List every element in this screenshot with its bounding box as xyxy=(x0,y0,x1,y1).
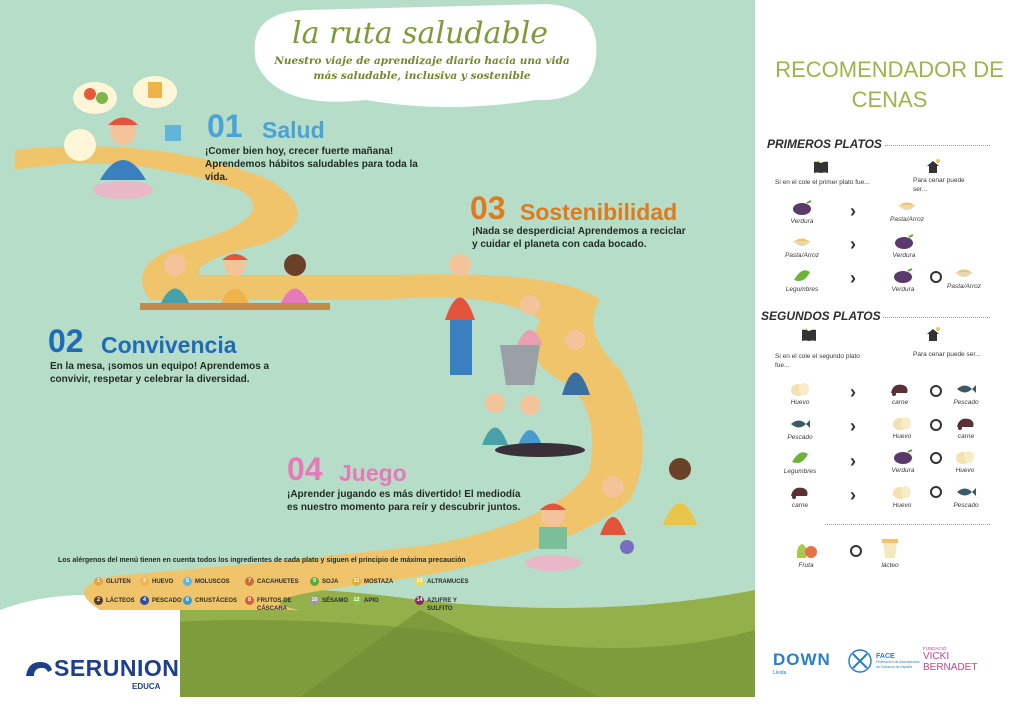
segundos-heading: SEGUNDOS PLATOS xyxy=(761,309,881,323)
segundos-row1-home-a xyxy=(875,381,925,406)
section-04-text: ¡Aprender jugando es más divertido! El mediodía es nuestro momento para reír y descubrir juntos. xyxy=(287,489,521,513)
postre-lacteo xyxy=(865,536,915,569)
allergen-label: HUEVO xyxy=(152,579,174,585)
segundos-row3-home-b xyxy=(940,449,990,474)
allergen-dot: 10 xyxy=(311,597,318,603)
food-label: carne xyxy=(791,502,809,509)
food-label: Pescado xyxy=(787,434,813,441)
recommender-title-line1: RECOMENDADOR DE xyxy=(775,57,1004,82)
primeros-school-hint: Si en el cole el primer plato fue... xyxy=(775,179,870,186)
food-label: Huevo xyxy=(892,433,912,440)
school-book-icon xyxy=(813,160,829,174)
arrow-right-icon: › xyxy=(850,234,856,254)
allergen-label: CACAHUETES xyxy=(257,579,299,585)
primeros-home-hint: Para cenar puede ser... xyxy=(913,177,965,193)
primeros-row2-school xyxy=(777,234,827,259)
poster-subtitle: Nuestro viaje de aprendizaje diario hacia una vida más saludable, inclusiva y sostenible xyxy=(274,55,570,82)
food-label: Verdura xyxy=(891,286,915,293)
allergen-label: SOJA xyxy=(322,579,339,585)
allergen-dot: 1 xyxy=(94,577,103,586)
segundos-divider xyxy=(883,317,990,318)
food-label: Pasta/Arroz xyxy=(890,216,924,223)
section-03-text: ¡Nada se desperdicia! Aprendemos a reciclar y cuidar el planeta con cada bocado. xyxy=(472,226,686,250)
allergen-label: FRUTOS DE CÁSCARA xyxy=(257,598,292,612)
eggplant-icon xyxy=(893,268,913,284)
section-02-number: 02 xyxy=(48,323,84,359)
allergen-cacahuetes xyxy=(245,577,299,586)
allergen-label: SÉSAMO xyxy=(322,598,349,604)
primeros-divider xyxy=(885,145,990,146)
allergen-label: MOSTAZA xyxy=(364,579,394,585)
section-03-name: Sostenibilidad xyxy=(520,199,678,225)
allergen-azufre-y-sulfito xyxy=(415,596,467,613)
eggplant-icon xyxy=(893,449,913,465)
food-label: Pescado xyxy=(953,399,979,406)
allergen-dot: 12 xyxy=(353,597,360,603)
allergen-frutos-de-cascara xyxy=(245,596,297,613)
allergen-dot: 2 xyxy=(94,596,103,605)
segundos-row4-school xyxy=(775,484,825,509)
segundos-row2-home-a xyxy=(877,415,927,440)
food-label: Pescado xyxy=(953,502,979,509)
vicki-brand: VICKI BERNADET xyxy=(923,651,978,673)
section-03-number: 03 xyxy=(470,190,506,226)
home-moon-icon xyxy=(925,158,941,174)
egg-icon xyxy=(892,415,912,431)
postre-fruta xyxy=(781,540,831,569)
face-sub: Federación de Asociaciones de Celíacos de España xyxy=(876,660,920,669)
fish-icon xyxy=(955,484,977,500)
allergen-dot: 4 xyxy=(140,596,149,605)
food-label: Verdura xyxy=(790,218,814,225)
segundos-row3-home-a xyxy=(878,449,928,474)
pasta-bowl-icon xyxy=(954,265,974,281)
arrow-right-icon: › xyxy=(850,201,856,221)
arrow-right-icon: › xyxy=(850,416,856,436)
primeros-row2-home xyxy=(879,234,929,259)
segundos-row1-school xyxy=(775,381,825,406)
allergen-dot: 3 xyxy=(140,577,149,586)
meat-icon xyxy=(789,484,811,500)
allergen-dot: 7 xyxy=(245,577,254,586)
food-label: Pasta/Arroz xyxy=(947,283,981,290)
primeros-row1-school xyxy=(777,200,827,225)
allergen-apio xyxy=(352,596,379,605)
food-label: Huevo xyxy=(892,502,912,509)
allergen-dot: 6 xyxy=(183,596,192,605)
primeros-row3-home-a xyxy=(878,268,928,293)
arrow-right-icon: › xyxy=(850,451,856,471)
allergen-pescado xyxy=(140,596,182,605)
lion-icon xyxy=(24,658,54,680)
peas-icon xyxy=(792,268,812,284)
down-logo xyxy=(773,650,831,676)
fish-icon xyxy=(955,381,977,397)
egg-icon xyxy=(790,381,810,397)
allergen-lacteos xyxy=(94,596,135,605)
or-ring-icon xyxy=(850,545,862,557)
primeros-row3-home-b xyxy=(939,265,989,290)
down-sub: Lleida xyxy=(773,670,787,676)
serunion-brand: SERUNION xyxy=(54,655,180,681)
arrow-right-icon: › xyxy=(850,382,856,402)
allergen-dot: 8 xyxy=(245,596,254,605)
face-brand: FACE xyxy=(876,653,895,660)
allergen-crustaceos xyxy=(183,596,237,605)
allergen-sesamo xyxy=(310,596,348,605)
allergen-gluten xyxy=(94,577,131,586)
section-04-name: Juego xyxy=(339,460,407,486)
arrow-right-icon: › xyxy=(850,485,856,505)
school-book-icon xyxy=(801,328,817,342)
serunion-logo xyxy=(24,655,180,691)
allergen-label: LÁCTEOS xyxy=(106,598,135,604)
poster-title: la ruta saludable xyxy=(292,16,548,51)
salud-illustration xyxy=(60,70,200,210)
allergen-note: Los alérgenos del menú tienen en cuenta todos los ingredientes de cada plato y siguen el principio de máxima precaución xyxy=(58,557,466,564)
face-logo xyxy=(847,648,920,674)
vicki-pre: FUNDACIÓ xyxy=(923,646,947,651)
section-02-text: En la mesa, ¡somos un equipo! Aprendemos a convivir, respetar y celebrar la diversidad. xyxy=(50,361,270,385)
home-moon-icon xyxy=(925,326,941,342)
food-label: Legumbres xyxy=(783,468,817,475)
juego-illustration xyxy=(525,455,710,580)
allergen-huevo xyxy=(140,577,173,586)
segundos-row2-home-b xyxy=(941,415,991,440)
face-emblem-icon xyxy=(847,648,873,674)
segundos-row4-home-a xyxy=(877,484,927,509)
recommender-title xyxy=(755,55,1024,115)
eggplant-icon xyxy=(792,200,812,216)
primeros-row3-school xyxy=(777,268,827,293)
sostenibilidad-illustration xyxy=(430,245,640,460)
food-label: Fruta xyxy=(798,562,814,569)
food-label: Pasta/Arroz xyxy=(785,252,819,259)
primeros-row1-home xyxy=(882,198,932,223)
eggplant-icon xyxy=(894,234,914,250)
serunion-educa: EDUCA xyxy=(132,682,161,691)
fruit-icon xyxy=(794,540,818,560)
meat-icon xyxy=(955,415,977,431)
convivencia-illustration xyxy=(140,250,330,315)
allergen-dot: 13 xyxy=(416,578,423,584)
section-04-number: 04 xyxy=(287,451,323,487)
section-01-text: ¡Comer bien hoy, crecer fuerte mañana! Aprendemos hábitos saludables para toda la vida. xyxy=(205,146,418,183)
allergen-label: APIO xyxy=(364,598,379,604)
food-label: carne xyxy=(957,433,975,440)
allergen-label: PESCADO xyxy=(152,598,182,604)
arrow-right-icon: › xyxy=(850,268,856,288)
food-label: Verdura xyxy=(892,252,916,259)
food-label: lácteo xyxy=(881,562,899,569)
food-label: carne xyxy=(891,399,909,406)
yogurt-icon xyxy=(879,536,901,560)
egg-icon xyxy=(955,449,975,465)
fish-icon xyxy=(789,416,811,432)
allergen-dot: 9 xyxy=(310,577,319,586)
section-01-name: Salud xyxy=(262,117,325,143)
allergen-dot: 11 xyxy=(353,578,360,584)
allergen-altramuces xyxy=(415,577,469,586)
food-label: Legumbres xyxy=(785,286,819,293)
food-label: Huevo xyxy=(955,467,975,474)
section-01-number: 01 xyxy=(207,108,243,144)
segundos-row2-school xyxy=(775,416,825,441)
egg-icon xyxy=(892,484,912,500)
postre-divider xyxy=(825,524,990,525)
down-brand: DOWN xyxy=(773,650,831,669)
segundos-row1-home-b xyxy=(941,381,991,406)
segundos-row4-home-b xyxy=(941,484,991,509)
allergen-label: MOLUSCOS xyxy=(195,579,230,585)
meat-icon xyxy=(889,381,911,397)
section-02-name: Convivencia xyxy=(101,332,237,358)
allergen-label: GLUTEN xyxy=(106,579,131,585)
allergen-label: AZUFRE Y SULFITO xyxy=(427,598,457,612)
allergen-label: ALTRAMUCES xyxy=(427,579,469,585)
allergen-mostaza xyxy=(352,577,393,586)
food-label: Huevo xyxy=(790,399,810,406)
vicki-bernadet-logo xyxy=(923,646,983,673)
primeros-heading: PRIMEROS PLATOS xyxy=(767,137,882,151)
recommender-panel xyxy=(755,0,1024,708)
recommender-title-line2: CENAS xyxy=(851,87,928,112)
segundos-row3-school xyxy=(775,450,825,475)
allergen-moluscos xyxy=(183,577,230,586)
allergen-dot: 14 xyxy=(416,597,423,603)
food-label: Verdura xyxy=(891,467,915,474)
allergen-dot: 5 xyxy=(183,577,192,586)
peas-icon xyxy=(790,450,810,466)
pasta-bowl-icon xyxy=(897,198,917,214)
pasta-bowl-icon xyxy=(792,234,812,250)
allergen-soja xyxy=(310,577,338,586)
allergen-label: CRUSTÁCEOS xyxy=(195,598,238,604)
segundos-school-hint: Si en el cole el segundo plato fue... xyxy=(775,353,860,369)
segundos-home-hint: Para cenar puede ser... xyxy=(913,351,981,358)
